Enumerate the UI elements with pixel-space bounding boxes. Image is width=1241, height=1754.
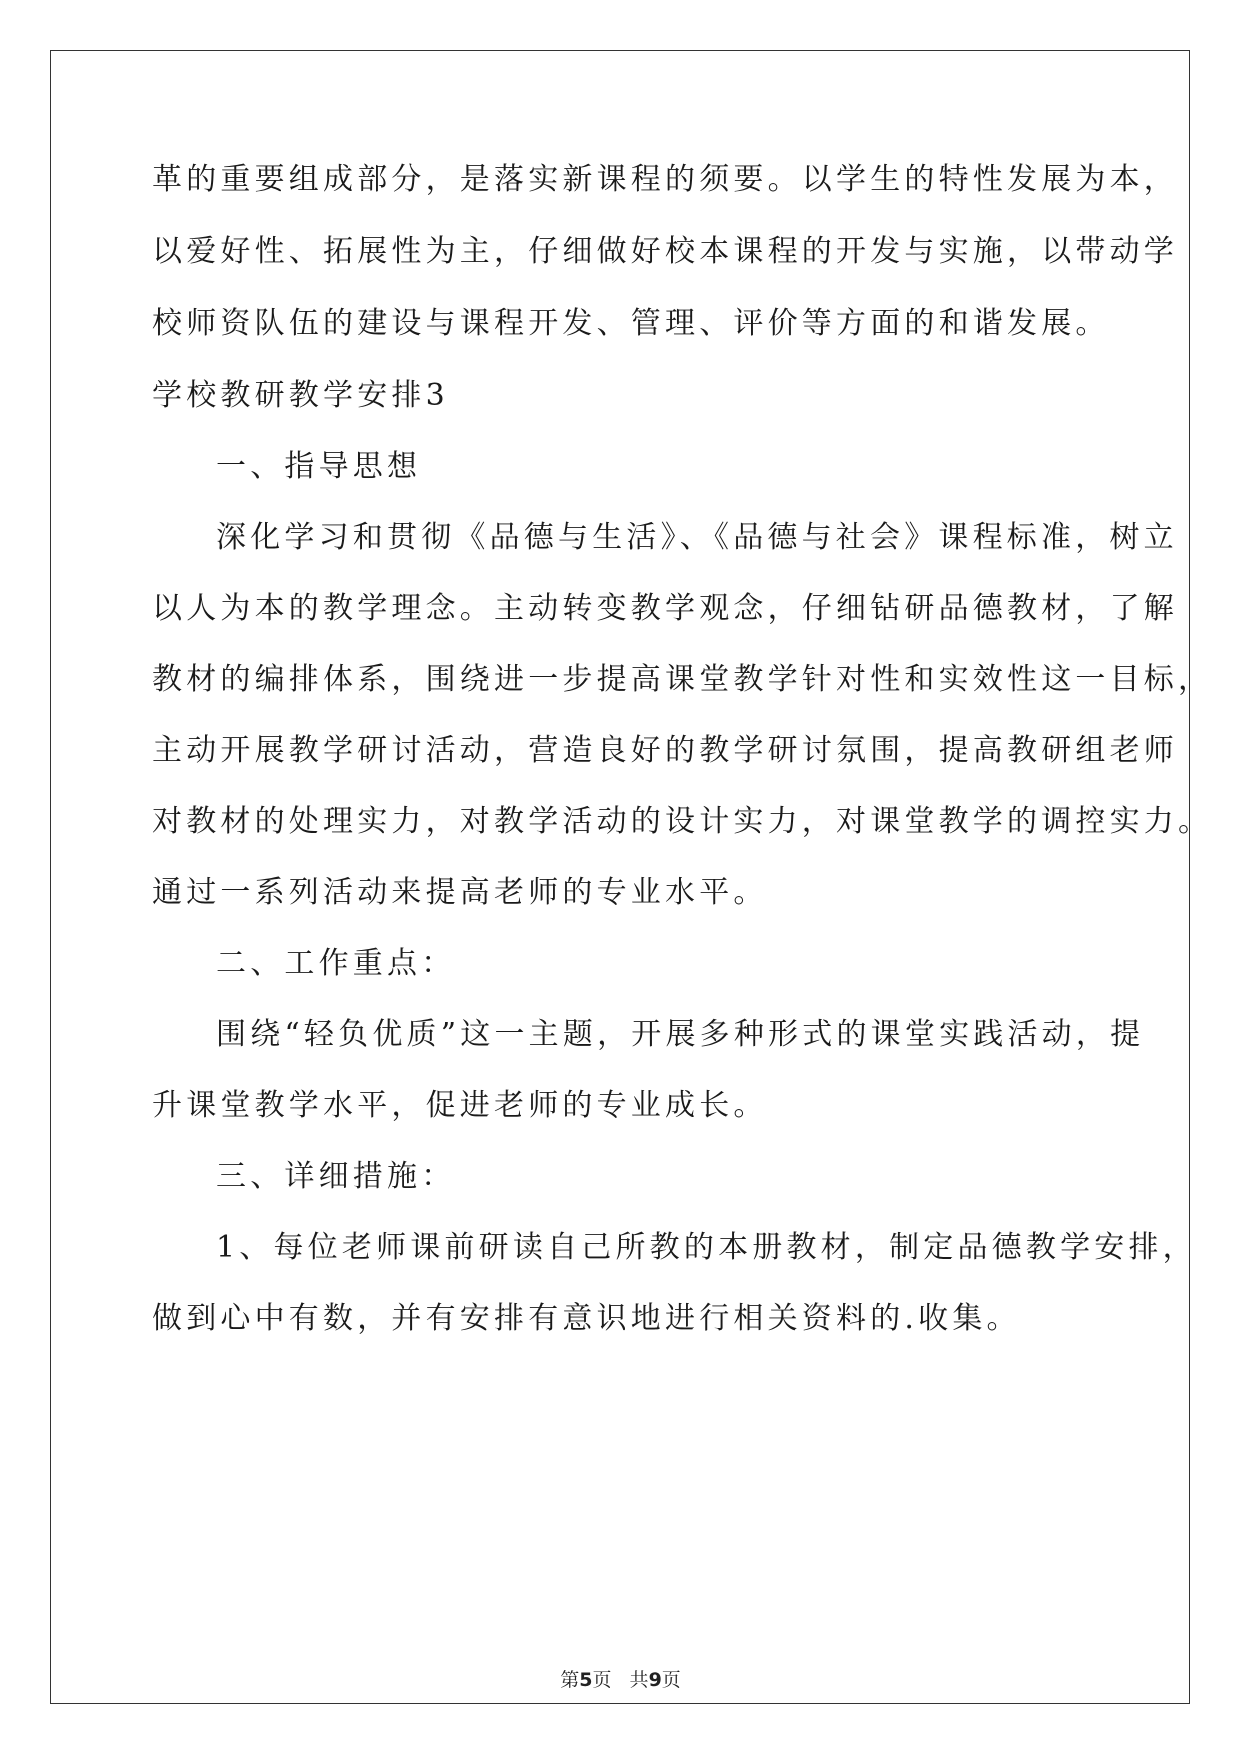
footer-prefix: 第 [560,1669,580,1691]
paragraph-line: 校师资队伍的建设与课程开发、管理、评价等方面的和谐发展。 [152,306,1110,341]
paragraph-line: 教材的编排体系，围绕进一步提高课堂教学针对性和实效性这一目标， [152,662,1213,697]
paragraph-line: 主动开展教学研讨活动，营造良好的教学研讨氛围，提高教研组老师 [152,733,1178,768]
section-heading: 学校教研教学安排3 [152,378,449,413]
paragraph-line: 深化学习和贯彻《品德与生活》、《品德与社会》课程标准，树立 [216,520,1178,555]
page-footer [0,1668,1241,1692]
paragraph-line: 升课堂教学水平，促进老师的专业成长。 [152,1088,768,1123]
subheading: 三、详细措施： [216,1159,456,1194]
total-page-number: 9 [648,1669,662,1691]
subheading: 一、指导思想 [216,449,422,484]
paragraph-line: 围绕“轻负优质”这一主题，开展多种形式的课堂实践活动，提 [216,1017,1145,1052]
paragraph-line: 1、每位老师课前研读自己所教的本册教材，制定品德教学安排， [216,1230,1197,1265]
paragraph-line: 对教材的处理实力，对教学活动的设计实力，对课堂教学的调控实力。 [152,804,1213,839]
current-page-number: 5 [579,1669,593,1691]
footer-suffix: 页 [661,1669,681,1691]
paragraph-line: 做到心中有数，并有安排有意识地进行相关资料的.收集。 [152,1301,1021,1336]
paragraph-line: 以爱好性、拓展性为主，仔细做好校本课程的开发与实施，以带动学 [152,234,1178,269]
paragraph-line: 以人为本的教学理念。主动转变教学观念，仔细钻研品德教材，了解 [152,591,1178,626]
subheading: 二、工作重点： [216,946,456,981]
paragraph-line: 通过一系列活动来提高老师的专业水平。 [152,875,768,910]
paragraph-line: 革的重要组成部分，是落实新课程的须要。以学生的特性发展为本， [152,162,1178,197]
footer-mid: 页 共 [592,1669,649,1691]
